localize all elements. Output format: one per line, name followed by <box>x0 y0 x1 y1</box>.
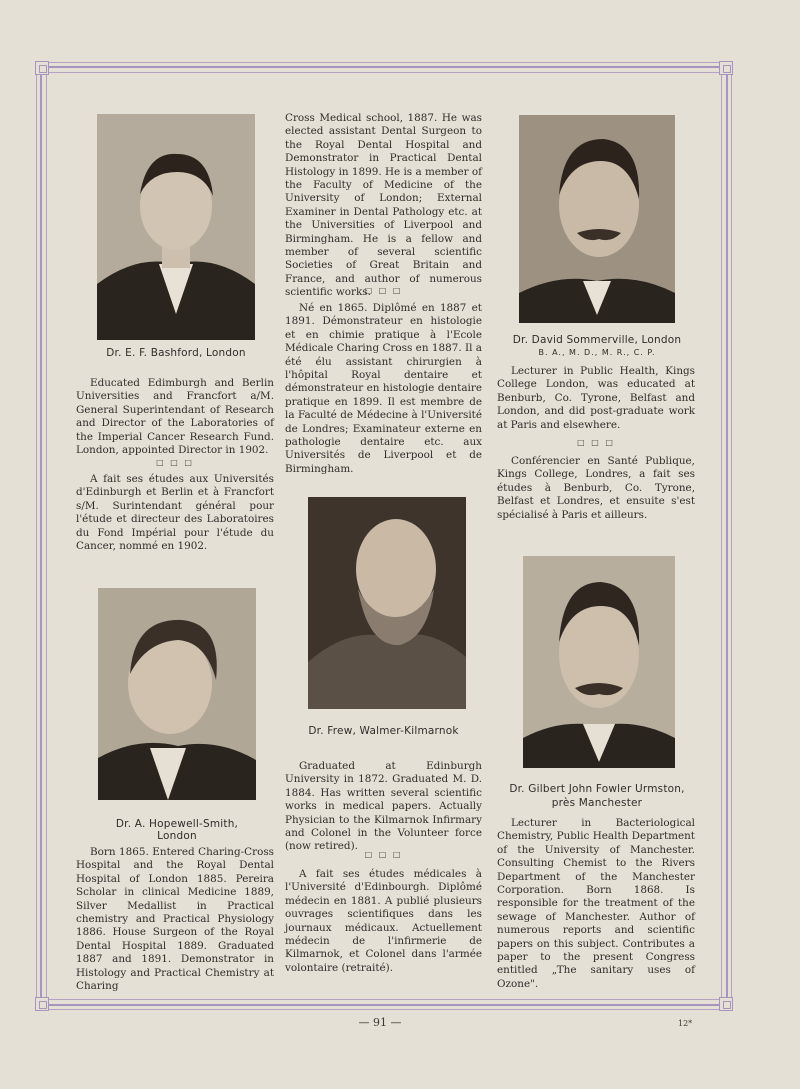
caption-hopewell-smith: Dr. A. Hopewell-Smith, London <box>115 818 239 842</box>
bio-hopewell-english-part1: Born 1865. Entered Charing-Cross Hospital and the Royal Dental Hospital of London 1885. Pereira Scholar in clinical Medicine 1889, Silver Medallist in Practical chemistry and Practical Physiology 1886. House Surgeon of the Royal Dental Hospital 1889. Graduated 1887 and 1891. Demonstrator in Histology and Practical Chemistry at Charing <box>76 846 274 993</box>
bio-frew-french: A fait ses études médicales à l'Université d'Edinbourgh. Diplômé médecin en 1881. A publié plusieurs ouvrages scientifiques dans les journaux médicaux. Actuellement médecin de l'infirmerie de Kilmarnok, et Colonel dans l'armée volontaire (retraité). <box>285 868 482 974</box>
caption-urmston <box>498 783 696 809</box>
bio-bashford-french: A fait ses études aux Universités d'Edinburgh et Berlin et à Francfort s/M. Surintendant général pour l'étude et directeur des Laboratoires du Fond Impérial pour l'étude du Cancer, nommé en 1902. <box>76 473 274 553</box>
bio-hopewell-french: Né en 1865. Diplômé en 1887 et 1891. Démonstrateur en histologie et en chimie pratique à l'Ecole Médicale Charing Cross en 1887. Il a été élu assistant chirurgien à l'hôpital Royal dentaire et démonstrateur en histologie dentaire pratique en 1899. Il est membre de la Faculté de Médecine à l'Université de Londres; Examinateur externe en pathologie dentaire etc. aux Universités de Liverpool et de Birmingham. <box>285 302 482 475</box>
frame-corner-ornament <box>35 997 49 1011</box>
frame-corner-ornament <box>719 61 733 75</box>
bio-sommerville-english: Lecturer in Public Health, Kings College London, was educated at Benburb, Co. Tyrone, Belfast and London, and did post-graduate work at Paris and elsewhere. <box>497 365 695 431</box>
separator: □ □ □ <box>577 438 615 447</box>
caption-sommerville-name: Dr. David Sommerville, London <box>512 334 682 346</box>
page-number: — 91 — <box>358 1016 402 1029</box>
caption-urmston-place: près Manchester <box>551 797 643 809</box>
signature-mark: 12* <box>678 1019 693 1028</box>
bio-urmston-english: Lecturer in Bacteriological Chemistry, Public Health Department of the University of Manchester. Consulting Chemist to the Rivers Department of the Manchester Corporation. Born 1868. Is responsible for the treatment of the sewage of Manchester. Author of numerous reports and scientific papers on this subject. Contributes a paper to the present Congress entitled „The sanitary uses of Ozone". <box>497 817 695 990</box>
caption-sommerville-degrees: B. A., M. D., M. R., C. P. <box>538 348 656 357</box>
frame-corner-ornament <box>35 61 49 75</box>
separator: □ □ □ <box>364 850 403 859</box>
caption-sommerville <box>498 334 696 357</box>
portrait-sommerville <box>519 115 675 323</box>
portrait-bashford <box>97 114 255 340</box>
bio-bashford-english: Educated Edimburgh and Berlin Universities and Francfort a/M. General Superintendant of Research and Director of the Laboratories of the Imperial Cancer Research Fund. London, appointed Director in 1902. <box>76 377 274 457</box>
bio-sommerville-french: Conférencier en Santé Publique, Kings College, Londres, a fait ses études à Benburb, Co. Tyrone, Belfast et Londres, et ensuite s'est spécialisé à Paris et ailleurs. <box>497 455 695 521</box>
bio-hopewell-english-part2: Cross Medical school, 1887. He was elected assistant Dental Surgeon to the Royal Dental Hospital and Demonstrator in Practical Dental Histology in 1899. He is a member of the Faculty of Medicine of the University of London; External Examiner in Dental Pathology etc. at the Universities of Liverpool and Birmingham. He is a fellow and member of several scientific Societies of Great Britain and France, and author of numerous scientific works. <box>285 112 482 299</box>
caption-bashford: Dr. E. F. Bashford, London <box>106 347 246 359</box>
separator: □ □ □ <box>364 286 403 295</box>
portrait-frew <box>308 497 466 709</box>
caption-urmston-name: Dr. Gilbert John Fowler Urmston, <box>509 783 685 795</box>
portrait-urmston <box>523 556 675 768</box>
frame-corner-ornament <box>719 997 733 1011</box>
bio-frew-english: Graduated at Edinburgh University in 1872. Graduated M. D. 1884. Has written several scientific works in medical papers. Actually Physician to the Kilmarnok Infirmary and Colonel in the Volunteer force (now retired). <box>285 760 482 853</box>
portrait-hopewell-smith <box>98 588 256 800</box>
separator: □ □ □ <box>156 458 194 467</box>
caption-frew: Dr. Frew, Walmer-Kilmarnok <box>308 725 459 737</box>
